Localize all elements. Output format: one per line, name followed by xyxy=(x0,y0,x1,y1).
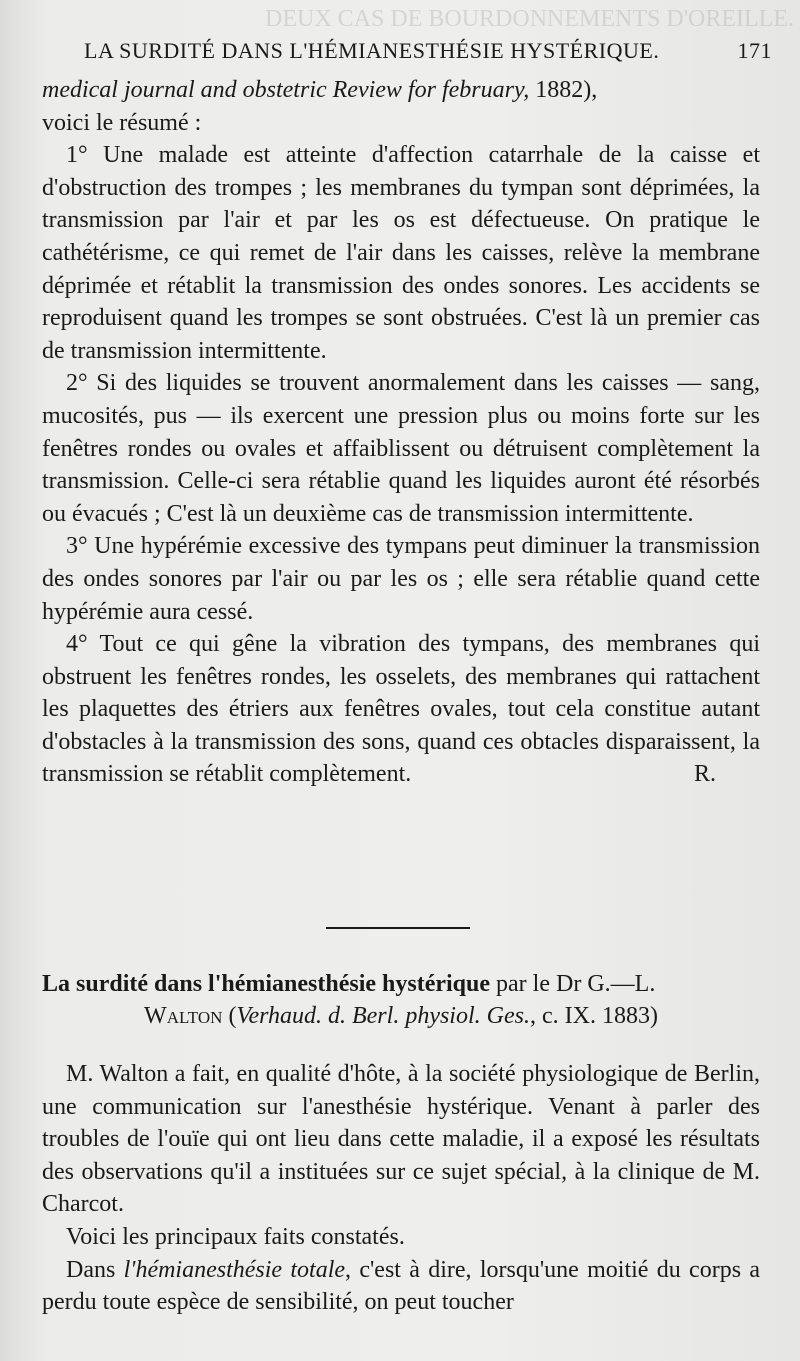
article-author: Walton xyxy=(144,1003,223,1029)
journal-year: 1882), xyxy=(535,77,598,103)
item-1: 1° Une malade est atteinte d'affection catarrhale de la caisse et d'obstruction des trompes ; les membranes du tympan sont déprimées, la transmission par l'air et par les os est défectueuse. On pratique le cathétérisme, ce qui remet de l'air dans les caisses, relève la membrane déprimée et rétablit la transmission des ondes sonores. Les accidents se reproduisent quand les trompes se sont obstruées. C'est là un premier cas de transmission intermittente. xyxy=(42,142,760,364)
article-heading xyxy=(42,968,760,1032)
running-title: LA SURDITÉ DANS L'HÉMIANESTHÉSIE HYSTÉRIQUE. xyxy=(84,38,660,63)
section-divider xyxy=(326,927,470,929)
review-body xyxy=(42,74,760,791)
article-source-rest: , c. IX. 1883) xyxy=(529,1003,658,1029)
page-number: 171 xyxy=(737,38,772,63)
reviewer-signature: R. xyxy=(693,761,716,788)
journal-title: medical journal and obstetric Review for february, xyxy=(42,77,530,103)
item-3: 3° Une hypérémie excessive des tympans peut diminuer la transmission des ondes sonores par l'air ou par les os ; elle sera rétablie quand cette hypérémie aura cessé. xyxy=(42,533,760,625)
article-body xyxy=(42,1058,760,1319)
emphasis-term: l'hémianesthésie totale xyxy=(123,1256,346,1283)
journal-reference xyxy=(42,74,760,107)
article-byline: par le Dr G.—L. xyxy=(496,971,656,997)
article-source: Verhaud. d. Berl. physiol. Ges. xyxy=(236,1003,530,1029)
article-paragraph-2: Voici les principaux faits constatés. xyxy=(66,1223,405,1250)
resume-intro: voici le résumé : xyxy=(42,109,202,136)
article-paragraph-3 xyxy=(42,1254,760,1319)
running-header xyxy=(84,38,772,64)
article-paragraph-1: M. Walton a fait, en qualité d'hôte, à la société physiologique de Berlin, une communication sur l'anesthésie hystérique. Venant à parler des troubles de l'ouïe qui ont lieu dans cette maladie, il a exposé les résultats des observations qu'il a instituées sur ce sujet spécial, à la clinique de M. Charcot. xyxy=(42,1061,760,1218)
item-2: 2° Si des liquides se trouvent anormalement dans les caisses — sang, mucosités, pus — ils exercent une pression plus ou moins forte sur les fenêtres rondes ou ovales et affaiblissent ou détruisent complètement la transmission. Celle-ci sera rétablie quand les liquides auront été résorbés ou évacués ; C'est là un deuxième cas de transmission intermittente. xyxy=(42,370,760,527)
article-title: La surdité dans l'hémianesthésie hystérique xyxy=(42,971,491,997)
item-4 xyxy=(42,628,760,791)
item-4-text: 4° Tout ce qui gêne la vibration des tympans, des membranes qui obstruent les fenêtres rondes, les osselets, des membranes qui rattachent les plaquettes des étriers aux fenêtres ovales, tout cela constitue autant d'obstacles à la transmission des sons, quand ces obtacles disparaissent, la transmission se rétablit complètement. xyxy=(42,631,760,788)
paragraph-3-rest: , c'est à dire, lorsqu'une moitié du corps a perdu toute espèce de sensibilité, on peut toucher xyxy=(42,1256,760,1316)
paragraph-3-start: Dans xyxy=(66,1256,124,1283)
article-source-line: Walton (Verhaud. d. Berl. physiol. Ges., c. IX. 1883) xyxy=(144,1003,658,1029)
show-through-text: DEUX CAS DE BOURDONNEMENTS D'OREILLE. xyxy=(265,6,794,32)
